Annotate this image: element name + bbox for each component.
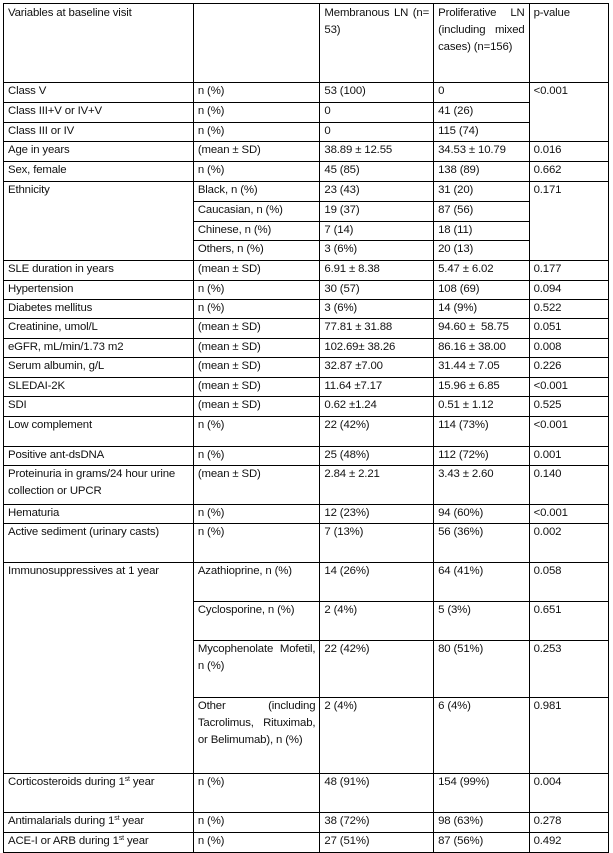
membranous-cell: 77.81 ± 31.88: [320, 319, 434, 339]
table-row: [4, 833, 609, 853]
stat-cell: (mean ± SD): [193, 319, 320, 339]
stat-cell: n (%): [193, 300, 320, 319]
variable-cell: Low complement: [4, 417, 194, 447]
proliferative-cell: 34.53 ± 10.79: [434, 142, 529, 162]
table-row: [4, 319, 609, 339]
proliferative-cell: 6 (4%): [434, 698, 529, 774]
membranous-cell: 0: [320, 103, 434, 123]
variable-cell: Class III+V or IV+V: [4, 103, 194, 123]
variable-cell: Serum albumin, g/L: [4, 358, 194, 378]
variable-cell: [4, 813, 194, 833]
baseline-characteristics-table: [3, 3, 609, 853]
proliferative-cell: 115 (74): [434, 123, 529, 142]
proliferative-cell: 94 (60%): [434, 505, 529, 524]
table-row: [4, 397, 609, 417]
stat-cell: (mean ± SD): [193, 358, 320, 378]
variable-text: Antimalarials during 1: [8, 815, 115, 827]
proliferative-cell: 31.44 ± 7.05: [434, 358, 529, 378]
stat-cell: n (%): [193, 505, 320, 524]
table-row: [4, 83, 609, 103]
table-row: [4, 505, 609, 524]
p-value-cell: 0.662: [529, 162, 608, 182]
p-value-cell: 0.492: [529, 833, 608, 853]
membranous-cell: 7 (13%): [320, 524, 434, 563]
membranous-cell: 38.89 ± 12.55: [320, 142, 434, 162]
p-value-cell: <0.001: [529, 417, 608, 447]
table-row: [4, 261, 609, 281]
proliferative-cell: 112 (72%): [434, 447, 529, 466]
membranous-cell: 3 (6%): [320, 241, 434, 261]
proliferative-cell: 20 (13): [434, 241, 529, 261]
proliferative-cell: 5.47 ± 6.02: [434, 261, 529, 281]
table-row: [4, 813, 609, 833]
stat-cell: Black, n (%): [193, 182, 320, 202]
membranous-cell: 27 (51%): [320, 833, 434, 853]
membranous-cell: 2 (4%): [320, 602, 434, 641]
p-value-cell: 0.001: [529, 447, 608, 466]
membranous-cell: 32.87 ±7.00: [320, 358, 434, 378]
stat-cell: n (%): [193, 833, 320, 853]
stat-cell: (mean ± SD): [193, 339, 320, 358]
variable-text: year: [119, 815, 144, 827]
membranous-cell: 38 (72%): [320, 813, 434, 833]
membranous-cell: 23 (43): [320, 182, 434, 202]
proliferative-cell: 94.60 ± 58.75: [434, 319, 529, 339]
proliferative-cell: 56 (36%): [434, 524, 529, 563]
table-row: [4, 378, 609, 397]
header-variables: Variables at baseline visit: [4, 4, 194, 83]
table-row: [4, 162, 609, 182]
p-value-cell: 0.171: [529, 182, 608, 261]
table-row: [4, 281, 609, 300]
membranous-cell: 19 (37): [320, 202, 434, 222]
table-row: [4, 447, 609, 466]
variable-text: year: [129, 776, 155, 788]
membranous-cell: 11.64 ±7.17: [320, 378, 434, 397]
membranous-cell: 2 (4%): [320, 698, 434, 774]
proliferative-cell: 5 (3%): [434, 602, 529, 641]
membranous-cell: 7 (14): [320, 222, 434, 241]
proliferative-cell: 87 (56%): [434, 833, 529, 853]
variable-cell: Immunosuppressives at 1 year: [4, 563, 194, 774]
membranous-cell: 45 (85): [320, 162, 434, 182]
proliferative-cell: 86.16 ± 38.00: [434, 339, 529, 358]
variable-text: year: [123, 835, 149, 847]
table-row: [4, 524, 609, 563]
variable-text: Corticosteroids during 1: [8, 776, 125, 788]
table-row: [4, 182, 609, 202]
proliferative-cell: 64 (41%): [434, 563, 529, 602]
membranous-cell: 0.62 ±1.24: [320, 397, 434, 417]
proliferative-cell: 15.96 ± 6.85: [434, 378, 529, 397]
p-value-cell: 0.981: [529, 698, 608, 774]
variable-cell: Active sediment (urinary casts): [4, 524, 194, 563]
p-value-cell: 0.004: [529, 774, 608, 813]
p-value-cell: <0.001: [529, 505, 608, 524]
membranous-cell: 102.69± 38.26: [320, 339, 434, 358]
variable-cell: [4, 774, 194, 813]
stat-cell: n (%): [193, 524, 320, 563]
proliferative-cell: 98 (63%): [434, 813, 529, 833]
variable-cell: Hematuria: [4, 505, 194, 524]
stat-cell: Cyclosporine, n (%): [193, 602, 320, 641]
table-row: [4, 103, 609, 123]
p-value-cell: 0.226: [529, 358, 608, 378]
stat-cell: n (%): [193, 281, 320, 300]
header-row: [4, 4, 609, 83]
proliferative-cell: 80 (51%): [434, 641, 529, 698]
p-value-cell: 0.016: [529, 142, 608, 162]
membranous-cell: 12 (23%): [320, 505, 434, 524]
proliferative-cell: 87 (56): [434, 202, 529, 222]
proliferative-cell: 0.51 ± 1.12: [434, 397, 529, 417]
variable-cell: Hypertension: [4, 281, 194, 300]
variable-text: ACE-I or ARB during 1: [8, 835, 119, 847]
table-row: [4, 774, 609, 813]
proliferative-cell: 0: [434, 83, 529, 103]
stat-cell: n (%): [193, 83, 320, 103]
ordinal-suffix: st: [114, 815, 120, 822]
stat-cell: Mycophenolate Mofetil, n (%): [193, 641, 320, 698]
ordinal-suffix: st: [118, 835, 124, 842]
stat-cell: Caucasian, n (%): [193, 202, 320, 222]
stat-cell: n (%): [193, 447, 320, 466]
ordinal-suffix: st: [124, 776, 130, 783]
membranous-cell: 30 (57): [320, 281, 434, 300]
proliferative-cell: 114 (73%): [434, 417, 529, 447]
header-proliferative: Proliferative LN (including mixed cases) (n=156): [434, 4, 529, 83]
stat-cell: n (%): [193, 813, 320, 833]
table-row: [4, 563, 609, 602]
membranous-cell: 48 (91%): [320, 774, 434, 813]
stat-cell: (mean ± SD): [193, 397, 320, 417]
header-membranous: Membranous LN (n= 53): [320, 4, 434, 83]
p-value-cell: <0.001: [529, 378, 608, 397]
variable-cell: Age in years: [4, 142, 194, 162]
membranous-cell: 25 (48%): [320, 447, 434, 466]
table-row: [4, 339, 609, 358]
p-value-cell: 0.140: [529, 466, 608, 505]
stat-cell: (mean ± SD): [193, 466, 320, 505]
membranous-cell: 2.84 ± 2.21: [320, 466, 434, 505]
p-value-cell: 0.651: [529, 602, 608, 641]
membranous-cell: 22 (42%): [320, 417, 434, 447]
p-value-cell: 0.058: [529, 563, 608, 602]
proliferative-cell: 18 (11): [434, 222, 529, 241]
p-value-cell: 0.051: [529, 319, 608, 339]
variable-cell: Positive ant-dsDNA: [4, 447, 194, 466]
membranous-cell: 53 (100): [320, 83, 434, 103]
variable-cell: Proteinuria in grams/24 hour urine collection or UPCR: [4, 466, 194, 505]
header-p-value: p-value: [529, 4, 608, 83]
stat-cell: Others, n (%): [193, 241, 320, 261]
p-value-cell: 0.522: [529, 300, 608, 319]
p-value-cell: 0.278: [529, 813, 608, 833]
proliferative-cell: 31 (20): [434, 182, 529, 202]
table-row: [4, 123, 609, 142]
stat-cell: (mean ± SD): [193, 378, 320, 397]
p-value-cell: <0.001: [529, 83, 608, 142]
variable-cell: Class V: [4, 83, 194, 103]
stat-cell: (mean ± SD): [193, 261, 320, 281]
p-value-cell: 0.525: [529, 397, 608, 417]
variable-cell: Sex, female: [4, 162, 194, 182]
p-value-cell: 0.094: [529, 281, 608, 300]
proliferative-cell: 108 (69): [434, 281, 529, 300]
variable-cell: eGFR, mL/min/1.73 m2: [4, 339, 194, 358]
stat-cell: n (%): [193, 103, 320, 123]
variable-cell: SLEDAI-2K: [4, 378, 194, 397]
p-value-cell: 0.177: [529, 261, 608, 281]
stat-cell: n (%): [193, 123, 320, 142]
membranous-cell: 22 (42%): [320, 641, 434, 698]
proliferative-cell: 154 (99%): [434, 774, 529, 813]
header-stat: [193, 4, 320, 83]
variable-cell: [4, 833, 194, 853]
variable-cell: SLE duration in years: [4, 261, 194, 281]
stat-cell: (mean ± SD): [193, 142, 320, 162]
stat-cell: n (%): [193, 162, 320, 182]
table-row: [4, 358, 609, 378]
membranous-cell: 3 (6%): [320, 300, 434, 319]
proliferative-cell: 3.43 ± 2.60: [434, 466, 529, 505]
table-row: [4, 417, 609, 447]
stat-cell: Other (including Tacrolimus, Rituximab, or Belimumab), n (%): [193, 698, 320, 774]
stat-cell: n (%): [193, 774, 320, 813]
p-value-cell: 0.008: [529, 339, 608, 358]
p-value-cell: 0.253: [529, 641, 608, 698]
proliferative-cell: 41 (26): [434, 103, 529, 123]
variable-cell: SDI: [4, 397, 194, 417]
variable-cell: Ethnicity: [4, 182, 194, 261]
table-row: [4, 300, 609, 319]
membranous-cell: 14 (26%): [320, 563, 434, 602]
proliferative-cell: 138 (89): [434, 162, 529, 182]
stat-cell: Chinese, n (%): [193, 222, 320, 241]
variable-cell: Class III or IV: [4, 123, 194, 142]
stat-cell: n (%): [193, 417, 320, 447]
membranous-cell: 6.91 ± 8.38: [320, 261, 434, 281]
proliferative-cell: 14 (9%): [434, 300, 529, 319]
membranous-cell: 0: [320, 123, 434, 142]
variable-cell: Diabetes mellitus: [4, 300, 194, 319]
p-value-cell: 0.002: [529, 524, 608, 563]
table-row: [4, 142, 609, 162]
stat-cell: Azathioprine, n (%): [193, 563, 320, 602]
table-row: [4, 466, 609, 505]
variable-cell: Creatinine, umol/L: [4, 319, 194, 339]
